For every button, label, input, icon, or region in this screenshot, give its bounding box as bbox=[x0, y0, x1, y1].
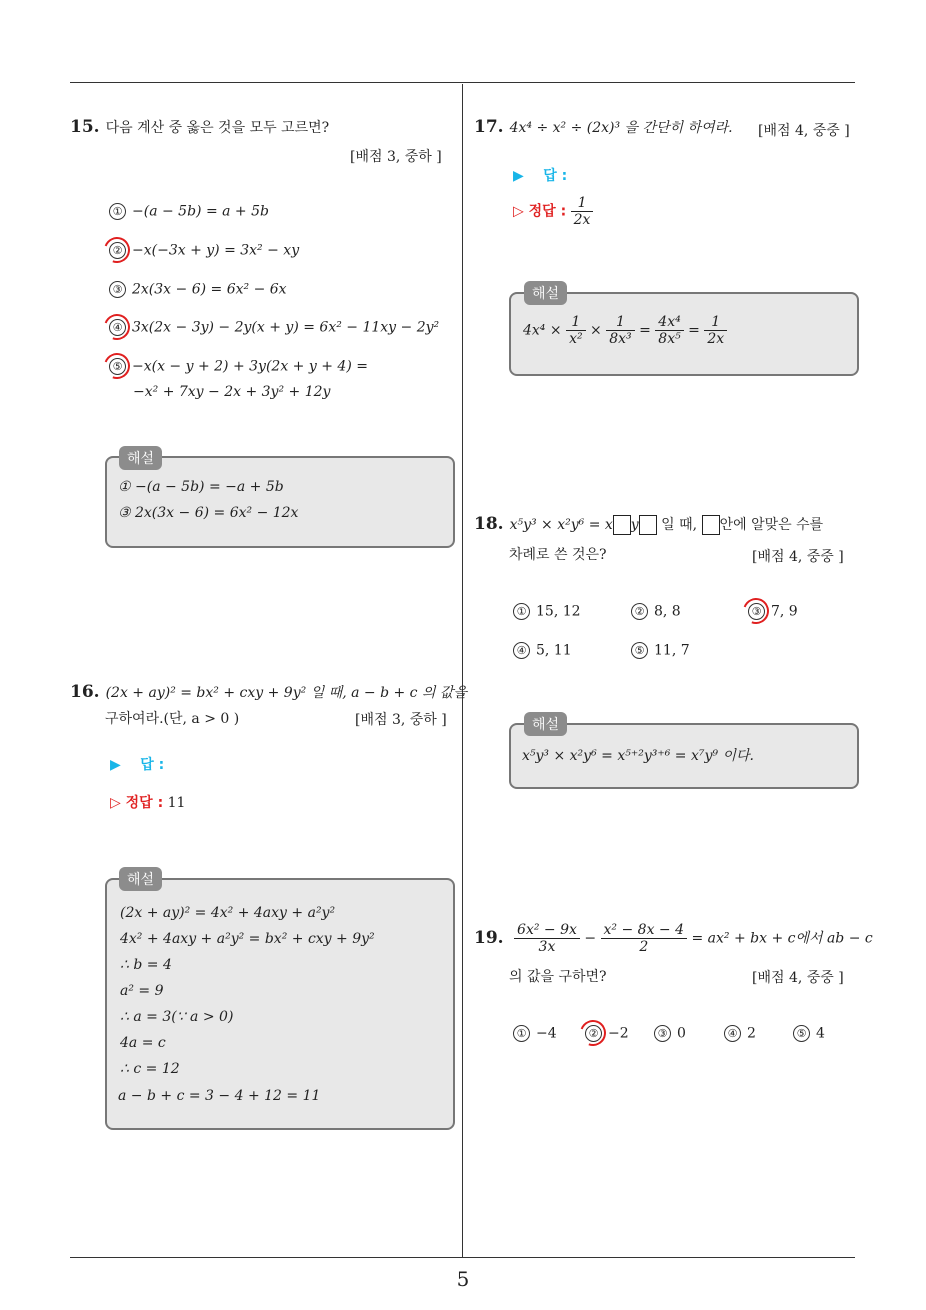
q19-level: [배점 4, 중중 ] bbox=[752, 970, 844, 986]
q18-correct-mark-3 bbox=[739, 594, 774, 629]
q19-number: 19. bbox=[474, 927, 504, 948]
q18-choice-2[interactable]: ② 8, 8 bbox=[631, 603, 681, 620]
q15-stem bbox=[70, 114, 329, 141]
q16-explain-line-5: ∴ a = 3(∵ a > 0) bbox=[120, 1009, 234, 1025]
q18-level: [배점 4, 중중 ] bbox=[752, 549, 844, 565]
q18-choice-1[interactable]: ① 15, 12 bbox=[513, 603, 581, 620]
q16-level: [배점 3, 중하 ] bbox=[355, 712, 447, 728]
q15-choice-3[interactable]: ③ 2x(3x − 6) = 6x² − 6x bbox=[109, 281, 287, 298]
q17-number: 17. bbox=[474, 117, 504, 137]
q17-answer-fraction: $\frac{1}{2x}$ bbox=[571, 195, 594, 228]
q16-explain-line-3: ∴ b = 4 bbox=[120, 957, 172, 973]
q16-explain-line-2: 4x² + 4axy + a²y² = bx² + cxy + 9y² bbox=[120, 931, 375, 947]
q18-choice-5[interactable]: ⑤ 11, 7 bbox=[631, 642, 690, 659]
q19-choice-1[interactable]: ① −4 bbox=[513, 1025, 557, 1042]
q15-correct-mark-5 bbox=[100, 349, 135, 384]
blank-box bbox=[613, 515, 631, 535]
q17-stem bbox=[474, 114, 733, 141]
q17-correct-row: ▷ 정답 : $\frac{1}{2x}$ bbox=[513, 195, 593, 228]
q16-explain-line-8: a − b + c = 3 − 4 + 12 = 11 bbox=[118, 1088, 321, 1104]
q16-stem bbox=[70, 679, 467, 706]
q19-choice-2[interactable]: ② −2 bbox=[585, 1025, 629, 1042]
q16-explain-line-4: a² = 9 bbox=[120, 983, 164, 999]
q15-text: 다음 계산 중 옳은 것을 모두 고르면? bbox=[105, 120, 330, 136]
q16-answer-row: ▶ 답 : bbox=[110, 757, 165, 773]
q19-stem: 19. $\frac{\text{6x² − 9x}}{3x}$ − $\frac{\text{x² − 8x − 4}}{2}$ = ax² + bx + c에서 ab − c bbox=[474, 922, 873, 955]
q17-level: [배점 4, 중중 ] bbox=[758, 123, 850, 139]
q16-explain-line-6: 4a = c bbox=[120, 1035, 166, 1051]
blank-box bbox=[702, 515, 720, 535]
q15-choice-5-cont: −x² + 7xy − 2x + 3y² + 12y bbox=[133, 384, 331, 400]
q16-explain-line-7: ∴ c = 12 bbox=[120, 1061, 180, 1077]
q15-choice-1[interactable]: ① −(a − 5b) = a + 5b bbox=[109, 203, 269, 220]
q17-text: 4x⁴ ÷ x² ÷ (2x)³ 을 간단히 하여라. bbox=[509, 120, 733, 136]
q15-level: [배점 3, 중하 ] bbox=[350, 149, 442, 165]
q16-number: 16. bbox=[70, 682, 100, 702]
q18-choice-3[interactable]: ③ 7, 9 bbox=[748, 603, 798, 620]
q17-explain-label: 해설 bbox=[524, 281, 567, 305]
q15-explain-line-2: ③ 2x(3x − 6) = 6x² − 12x bbox=[118, 505, 299, 521]
q15-choice-5[interactable]: ⑤ −x(x − y + 2) + 3y(2x + y + 4) = bbox=[109, 358, 368, 375]
q17-answer-row: ▶ 답 : bbox=[513, 168, 568, 184]
q16-explain-line-1: (2x + ay)² = 4x² + 4axy + a²y² bbox=[120, 905, 336, 921]
q19-choice-3[interactable]: ③ 0 bbox=[654, 1025, 686, 1042]
q17-explain-expr: 4x⁴ × $\frac{1}{\text{x²}}$ × $\frac{1}{\text{8x³}}$ = $\frac{\text{4x⁴}}{\text{8x⁵}}$ = $\frac{1}{2x}$ bbox=[523, 314, 727, 347]
q15-explain-label: 해설 bbox=[119, 446, 162, 470]
q19-choice-5[interactable]: ⑤ 4 bbox=[793, 1025, 825, 1042]
q16-text-1: (2x + ay)² = bx² + cxy + 9y² 일 때, a − b + c 의 값을 bbox=[105, 685, 467, 701]
q18-text-2: 차례로 쓴 것은? bbox=[509, 547, 607, 563]
q16-text-2: 구하여라.(단, a > 0 ) bbox=[105, 711, 240, 727]
q18-number: 18. bbox=[474, 514, 504, 534]
q18-explain-line: x⁵y³ × x²y⁶ = x⁵⁺²y³⁺⁶ = x⁷y⁹ 이다. bbox=[522, 748, 754, 764]
page-number: 5 bbox=[456, 1267, 470, 1291]
q15-correct-mark-4 bbox=[100, 310, 135, 345]
column-divider bbox=[462, 84, 463, 1258]
q18-stem: 18. x⁵y³ × x²y⁶ = x y 일 때, 안에 알맞은 수를 bbox=[474, 514, 824, 534]
q19-text-2: 의 값을 구하면? bbox=[509, 969, 607, 985]
q18-choice-4[interactable]: ④ 5, 11 bbox=[513, 642, 572, 659]
blank-box bbox=[639, 515, 657, 535]
q15-choice-2[interactable]: ② −x(−3x + y) = 3x² − xy bbox=[109, 242, 299, 259]
q16-correct-row: ▷ 정답 : 11 bbox=[110, 795, 186, 811]
top-rule bbox=[70, 82, 855, 83]
q15-number: 15. bbox=[70, 117, 100, 137]
q19-choice-4[interactable]: ④ 2 bbox=[724, 1025, 756, 1042]
q15-correct-mark-2 bbox=[100, 233, 135, 268]
q15-explain-line-1: ① −(a − 5b) = −a + 5b bbox=[118, 479, 284, 495]
q19-correct-mark-2 bbox=[576, 1016, 611, 1051]
q16-explain-label: 해설 bbox=[119, 867, 162, 891]
q15-choice-4[interactable]: ④ 3x(2x − 3y) − 2y(x + y) = 6x² − 11xy − 2y² bbox=[109, 319, 439, 336]
q18-explain-label: 해설 bbox=[524, 712, 567, 736]
